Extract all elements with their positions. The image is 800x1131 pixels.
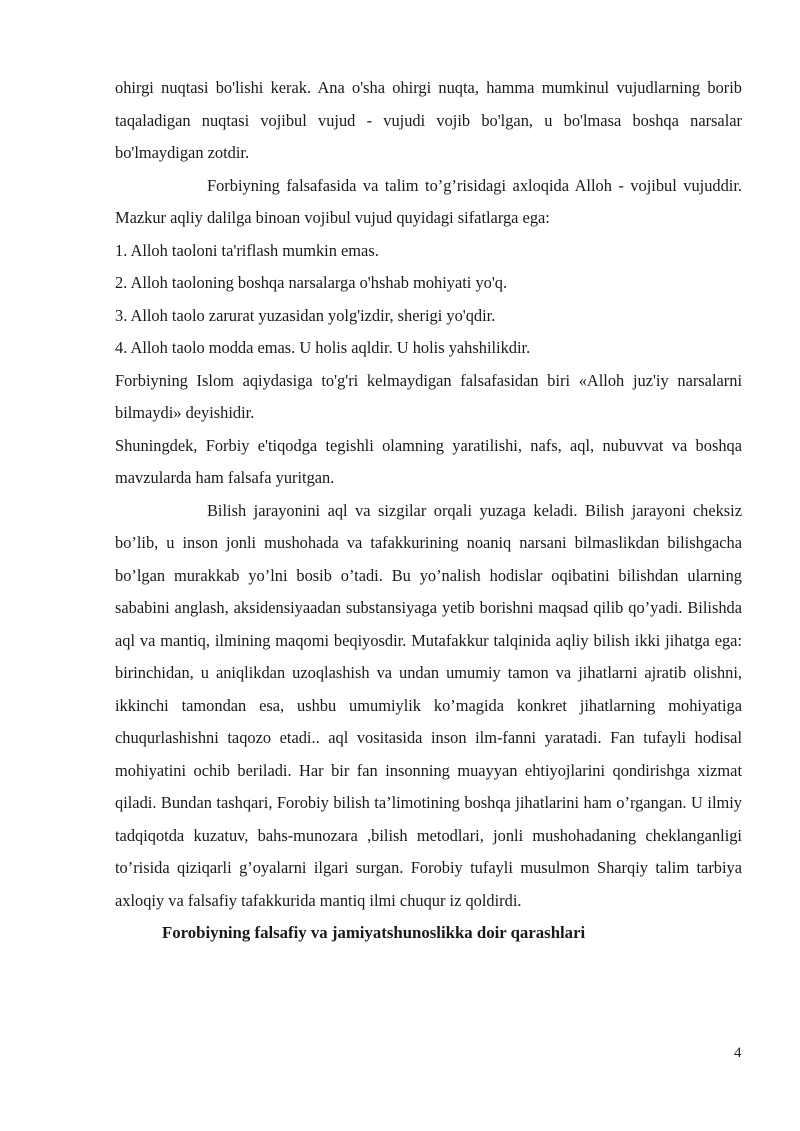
page-number: 4 xyxy=(734,1045,742,1061)
paragraph-forbiy-falsafasi: Forbiyning falsafasida va talim to’g’risidagi axloqida Alloh - vojibul vujuddir. Mazkur aqliy dalilga binoan vojibul vujud quyidagi sifatlarga ega: xyxy=(115,175,742,227)
section-heading: Forobiyning falsafiy va jamiyatshunoslikka doir qarashlari xyxy=(162,923,586,942)
paragraph-vojibul-vujud: ohirgi nuqtasi bo'lishi kerak. Ana o'sha ohirgi nuqta, hamma mumkinul vujudlarning borib taqaladigan nuqtasi vojibul vujud - vujudi vojib bo'lgan, u bo'lmasa boshqa narsalar bo'lmaydigan zotdir. xyxy=(115,78,742,162)
paragraph-islom-aqiydasi: Forbiyning Islom aqiydasiga to'g'ri kelmaydigan falsafasidan biri «Alloh juz'iy narsalarni bilmaydi» deyishidir. xyxy=(115,370,742,422)
list-item-1: 1. Alloh taoloni ta'riflash mumkin emas. xyxy=(115,240,379,260)
list-item-3: 3. Alloh taolo zarurat yuzasidan yolg'izdir, sherigi yo'qdir. xyxy=(115,305,496,325)
document-page xyxy=(115,72,742,950)
list-item-4: 4. Alloh taolo modda emas. U holis aqldir. U holis yahshilikdir. xyxy=(115,338,531,357)
list-item-2: 2. Alloh taoloning boshqa narsalarga o'hshab mohiyati yo'q. xyxy=(115,273,508,292)
paragraph-shuningdek: Shuningdek, Forbiy e'tiqodga tegishli olamning yaratilishi, nafs, aql, nubuvvat va boshqa mavzularda ham falsafa yuritgan. xyxy=(115,435,742,487)
paragraph-bilish-jarayoni: Bilish jarayonini aql va sizgilar orqali yuzaga keladi. Bilish jarayoni cheksiz bo’lib, u inson jonli mushohada va tafakkurining noaniq narsani bilmaslikdan bilishgacha bo’lgan murakkab yo’lni bosib o’tadi. Bu yo’nalish hodislar oqibatini bilishdan ularning sababini anglash, aksidensiyaadan substansiyaga yetib borishni maqsad qilib qo’yadi. Bilishda aql va mantiq, ilmining maqomi beqiyosdir. Mutafakkur talqinida aqliy bilish ikki jihatga ega: birinchidan, u aniqlikdan uzoqlashish va undan umumiy tamon va jihatlarni ajratib olishni, ikkinchi tamondan esa, ushbu umumiylik ko’magida konkret jihatlarning mohiyatiga chuqurlashishni taqozo etadi.. aql vositasida inson ilm-fanni yaratadi. Fan tufayli hodisal mohiyatini ochib beriladi. Har bir fan insonning muayyan ehtiyojlarini qondirishga xizmat qiladi. Bundan tashqari, Forobiy bilish ta’limotining boshqa jihatlarini ham o’rgangan. U ilmiy tadqiqotda kuzatuv, bahs-munozara ,bilish metodlari, jonli mushohadaning cheklanganligi to’risida qiziqarli g’oyalarni ilgari surgan. Forobiy tufayli musulmon Sharqiy talim tarbiya axloqiy va falsafiy tafakkurida mantiq ilmi chuqur iz qoldirdi. xyxy=(115,500,742,910)
